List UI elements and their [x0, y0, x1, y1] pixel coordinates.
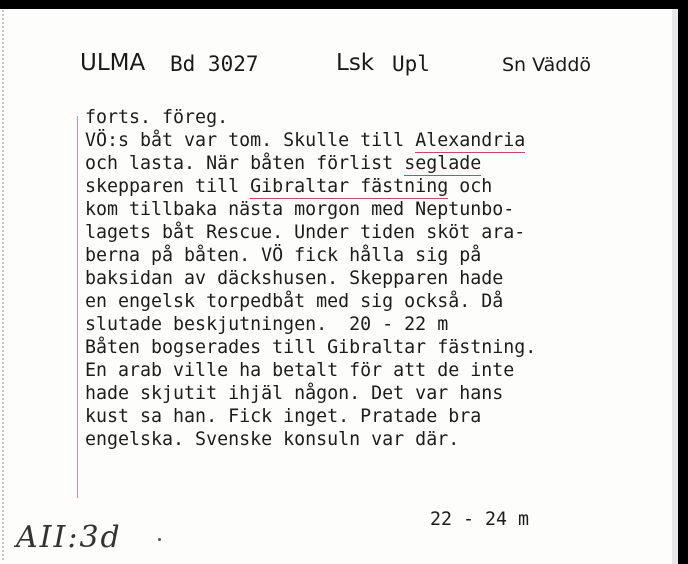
line-text: engelska. Svenske konsuln var där.: [85, 429, 460, 450]
line-text: skepparen till: [85, 176, 251, 197]
card-edge-left: [2, 10, 7, 560]
line-text: VÖ:s båt var tom. Skulle till: [85, 130, 416, 151]
text-line: [85, 359, 677, 382]
underlined-term: Gibraltar fästning: [250, 176, 449, 197]
text-line: [85, 428, 677, 451]
text-line: [85, 221, 677, 244]
text-line: [85, 336, 677, 359]
volume-number: Bd 3027: [170, 52, 259, 76]
line-text: en engelsk torpedbåt med sig också. Då: [85, 291, 504, 312]
text-line: [85, 106, 677, 129]
line-text: baksidan av däckshusen. Skepparen hade: [85, 268, 504, 289]
region-code: Upl: [392, 52, 430, 76]
page-reference: 22 - 24 m: [430, 509, 530, 530]
line-text: slutade beskjutningen. 20 - 22 m: [85, 314, 449, 335]
text-line: [85, 382, 677, 405]
line-text: En arab ville ha betalt för att de inte: [85, 360, 515, 381]
card-header: [80, 50, 640, 84]
text-line: [85, 129, 677, 152]
underlined-term: seglade: [404, 153, 482, 174]
text-line: [85, 313, 677, 336]
parish-name: Sn Väddö: [502, 54, 592, 76]
underlined-term: Alexandria: [415, 130, 526, 151]
card-body-text: [85, 106, 677, 451]
text-line: [85, 152, 677, 175]
line-text: Båten bogserades till Gibraltar fästning.: [85, 337, 537, 358]
line-text: berna på båten. VÖ fick hålla sig på: [85, 245, 482, 266]
line-text: kust sa han. Fick inget. Pratade bra: [85, 406, 482, 427]
scan-border-top: [0, 0, 688, 9]
line-text: lagets båt Rescue. Under tiden sköt ara-: [85, 222, 526, 243]
text-line: [85, 198, 677, 221]
text-line: [85, 244, 677, 267]
line-text: forts. föreg.: [85, 107, 229, 128]
line-text: kom tillbaka nästa morgon med Neptunbo-: [85, 199, 515, 220]
line-text: och lasta. När båten förlist: [85, 153, 405, 174]
line-text: och: [448, 176, 493, 197]
archive-code: ULMA: [80, 50, 146, 76]
landscape-code: Lsk: [336, 50, 375, 76]
text-line: [85, 267, 677, 290]
text-line: [85, 405, 677, 428]
text-line: [85, 175, 677, 198]
signature-mark: [158, 538, 161, 541]
text-line: [85, 290, 677, 313]
margin-rule: [77, 116, 78, 498]
scan-border-right: [678, 0, 688, 564]
archive-signature: AII:3d: [16, 520, 122, 555]
line-text: hade skjutit ihjäl någon. Det var hans: [85, 383, 504, 404]
